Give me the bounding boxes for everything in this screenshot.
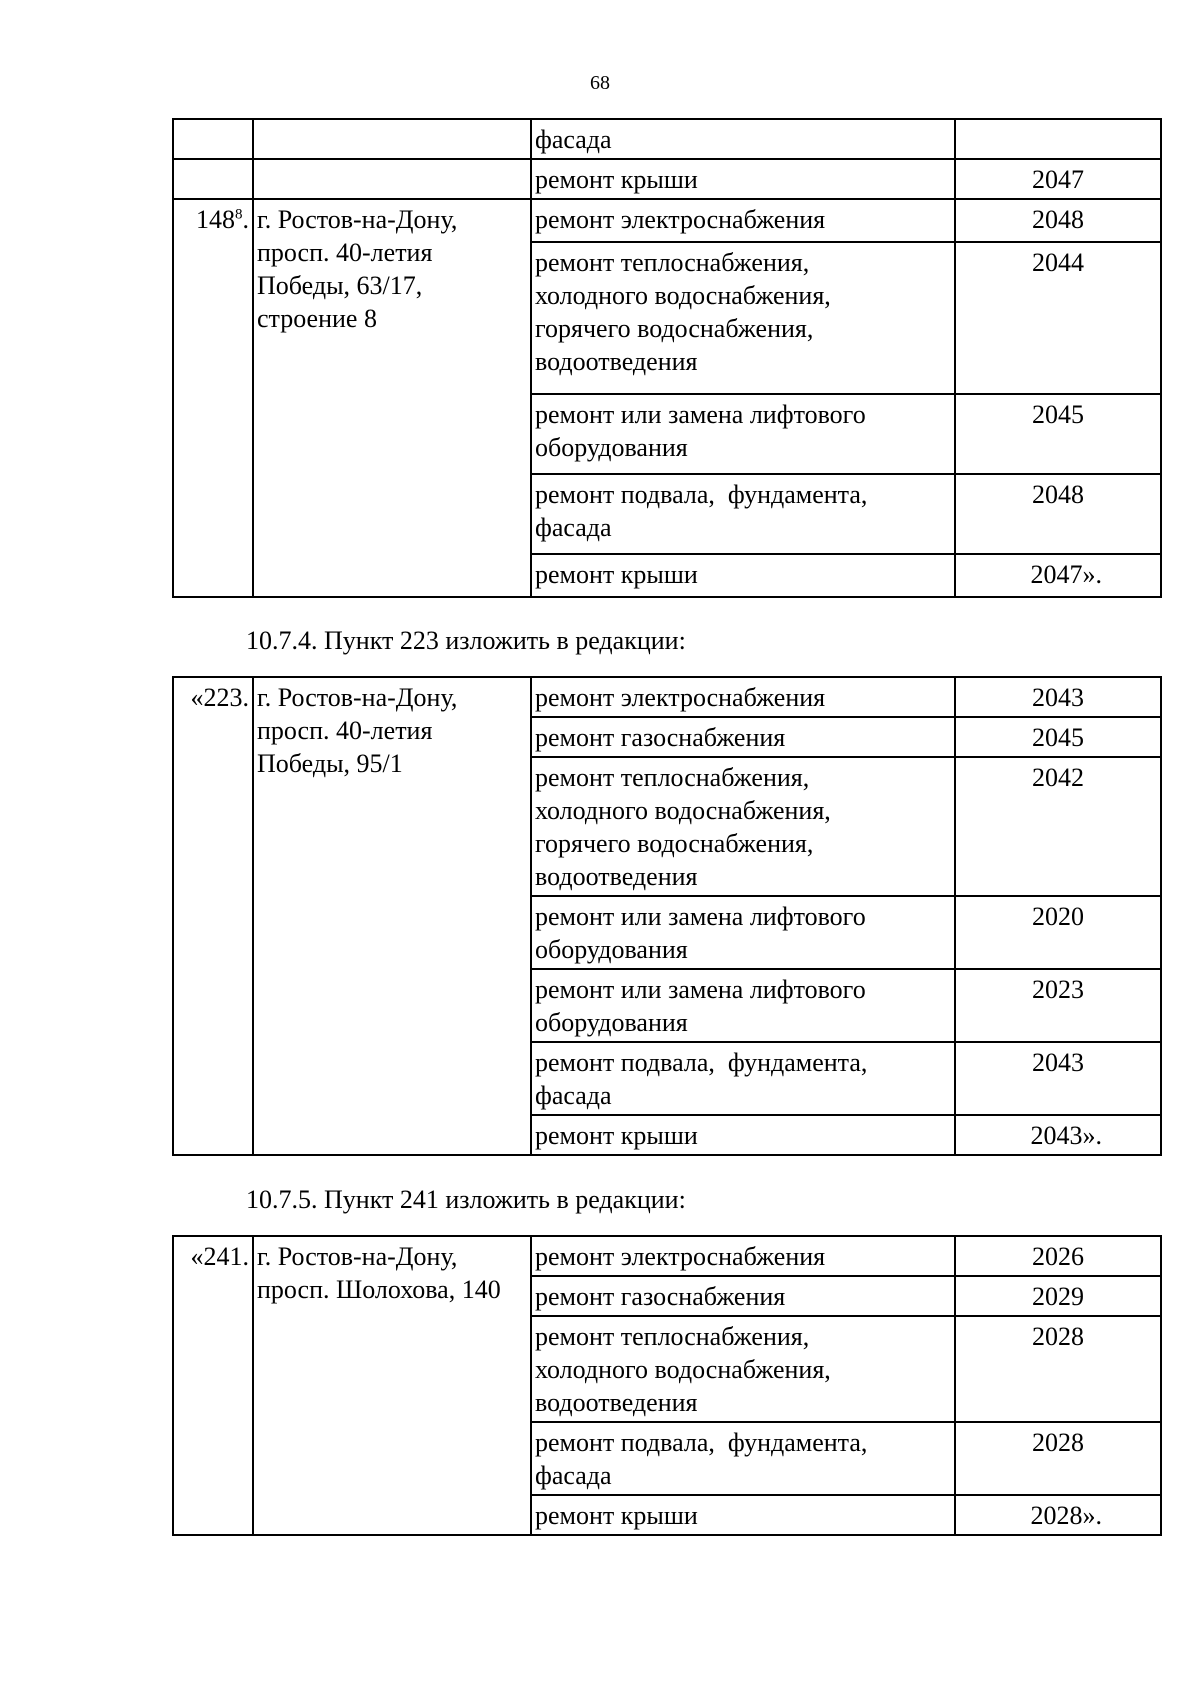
year-cell: 2045	[955, 717, 1161, 757]
year-cell: 2042	[955, 757, 1161, 896]
work-cell: ремонт крыши	[531, 1115, 955, 1155]
address-cell: г. Ростов-на-Дону, просп. Шолохова, 140	[253, 1236, 531, 1535]
work-cell: ремонт или замена лифтового оборудования	[531, 394, 955, 474]
address-cell	[253, 159, 531, 199]
paragraph-10-7-4: 10.7.4. Пункт 223 изложить в редакции:	[246, 626, 686, 655]
year-cell: 2028	[955, 1422, 1161, 1495]
work-cell: ремонт газоснабжения	[531, 1276, 955, 1316]
work-cell: ремонт теплоснабжения, холодного водоснабжения, горячего водоснабжения, водоотведения	[531, 757, 955, 896]
number-cell	[173, 119, 253, 159]
number-cell	[173, 159, 253, 199]
page-number: 68	[590, 72, 610, 94]
year-cell: 2043	[955, 1042, 1161, 1115]
work-cell: ремонт крыши	[531, 554, 955, 597]
table-row	[173, 159, 1161, 199]
work-cell: ремонт или замена лифтового оборудования	[531, 896, 955, 969]
year-cell: 2028	[955, 1316, 1161, 1422]
work-cell: ремонт электроснабжения	[531, 1236, 955, 1276]
work-cell: ремонт крыши	[531, 159, 955, 199]
work-cell: ремонт подвала, фундамента, фасада	[531, 474, 955, 554]
work-cell: ремонт крыши	[531, 1495, 955, 1535]
year-cell: 2029	[955, 1276, 1161, 1316]
year-cell: 2045	[955, 394, 1161, 474]
year-cell	[955, 119, 1161, 159]
year-cell: 2047	[955, 159, 1161, 199]
year-cell: 2043».	[955, 1115, 1161, 1155]
works-table-148	[172, 118, 1162, 598]
address-cell: г. Ростов-на-Дону, просп. 40-летия Победы, 95/1	[253, 677, 531, 1155]
table-row	[173, 119, 1161, 159]
work-cell: ремонт электроснабжения	[531, 199, 955, 242]
work-cell: ремонт электроснабжения	[531, 677, 955, 717]
year-cell: 2044	[955, 242, 1161, 394]
year-cell: 2048	[955, 199, 1161, 242]
year-cell: 2023	[955, 969, 1161, 1042]
address-cell: г. Ростов-на-Дону, просп. 40-летия Победы, 63/17, строение 8	[253, 199, 531, 597]
works-table-241	[172, 1235, 1162, 1536]
work-cell: ремонт теплоснабжения, холодного водоснабжения, водоотведения	[531, 1316, 955, 1422]
item-number: «241.	[173, 1236, 253, 1535]
work-cell: ремонт теплоснабжения, холодного водоснабжения, горячего водоснабжения, водоотведения	[531, 242, 955, 394]
year-cell: 2043	[955, 677, 1161, 717]
work-cell: ремонт или замена лифтового оборудования	[531, 969, 955, 1042]
work-cell: ремонт подвала, фундамента, фасада	[531, 1042, 955, 1115]
year-cell: 2047».	[955, 554, 1161, 597]
address-cell	[253, 119, 531, 159]
table-row	[173, 1236, 1161, 1276]
works-table-223	[172, 676, 1162, 1156]
year-cell: 2028».	[955, 1495, 1161, 1535]
item-number: $148^8$.	[173, 199, 253, 597]
table-row	[173, 199, 1161, 242]
paragraph-10-7-5: 10.7.5. Пункт 241 изложить в редакции:	[246, 1185, 686, 1214]
year-cell: 2020	[955, 896, 1161, 969]
work-cell: ремонт подвала, фундамента, фасада	[531, 1422, 955, 1495]
table-row	[173, 677, 1161, 717]
year-cell: 2048	[955, 474, 1161, 554]
item-number: «223.	[173, 677, 253, 1155]
work-cell: фасада	[531, 119, 955, 159]
year-cell: 2026	[955, 1236, 1161, 1276]
work-cell: ремонт газоснабжения	[531, 717, 955, 757]
